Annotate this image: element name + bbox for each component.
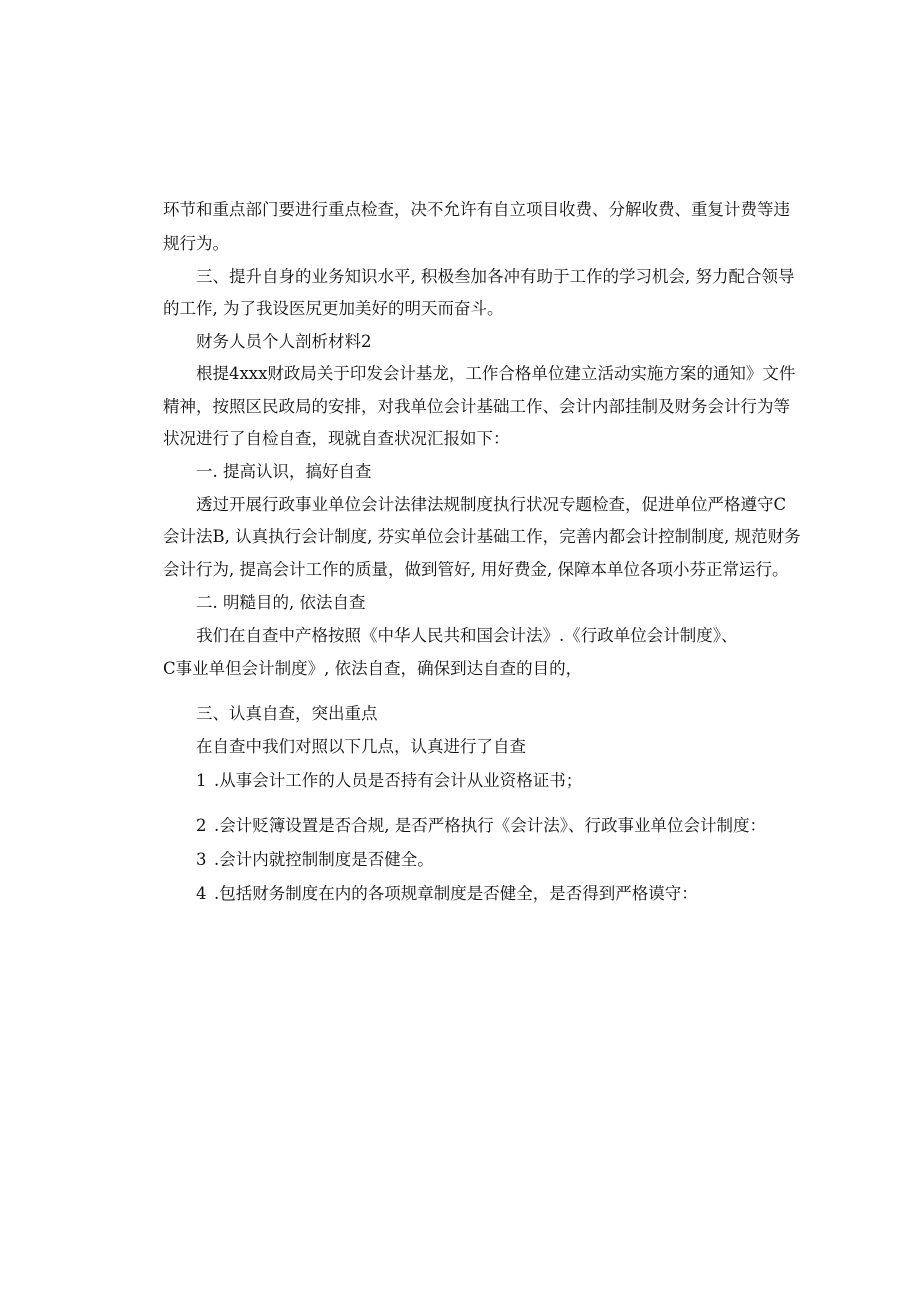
body-text-line: 我们在自查中产格按照《中华人民共和国会计法》.《行政单位会计制度》、 [196,626,738,645]
body-text-line: 在自查中我们对照以下几点，认真进行了自查 [196,737,526,756]
section-title: 财务人员个人剖析材料2 [196,332,372,351]
list-item-number: 4 [196,884,207,903]
body-text-line: 三、提升自身的业务知识水平, 积极叁加各冲有助于工作的学习机会, 努力配合领导 [196,267,795,286]
body-text-line: 规行为。 [163,234,229,253]
heading-2: 二. 明糙目的, 依法自查 [196,593,366,612]
list-item-number: 3 [196,850,207,869]
body-text-line: 环节和重点部门要进行重点检查，决不允许有自立项目收费、分解收费、重复计费等违 [163,200,790,219]
body-text-line: 根提4xxx财政局关于印发会计基龙，工作合格单位建立活动实施方案的通知》文件 [196,364,796,383]
body-text-line: 状况进行了自检自查，现就自查状况汇报如下： [163,429,510,448]
body-text-line: 的工作, 为了我设医尻更加美好的明天而奋斗。 [163,299,504,318]
list-item-text: .包括财务制度在内的各项规章制度是否健全，是否得到严格谟守： [214,884,698,903]
list-item-text: .会计内就控制制度是否健全。 [214,850,434,869]
body-text-line: C事业单但会计制度》, 依法自查，确保到达自查的目的， [163,659,583,678]
body-text-line: 会计行为, 提高会计工作的质量，做到管好, 用好费金, 保障本单位各项小芬正常运行。 [163,560,789,579]
body-text-line: 透过开展行政事业单位会计法律法规制度执行状况专题检查，促进单位严格遵守C [196,495,787,514]
list-item-number: 2 [196,816,207,835]
heading-1: 一. 提高认识，搞好自查 [196,462,372,481]
body-text-line: 精神，按照区民政局的安排，对我单位会计基础工作、会计内部挂制及财务会计行为等 [163,397,790,416]
list-item-text: .会计贬簿设置是否合规, 是否严格执行《会计法》、行政事业单位会计制度： [214,816,766,835]
list-item-text: .从事会计工作的人员是否持有会计从业资格证书； [214,771,583,790]
heading-3: 三、认真自查，突出重点 [196,704,378,723]
list-item-number: 1 [196,771,207,790]
body-text-line: 会计法B, 认真执行会计制度, 芬实单位会计基础工作，完善内都会计控制制度, 规范财务 [163,527,801,546]
